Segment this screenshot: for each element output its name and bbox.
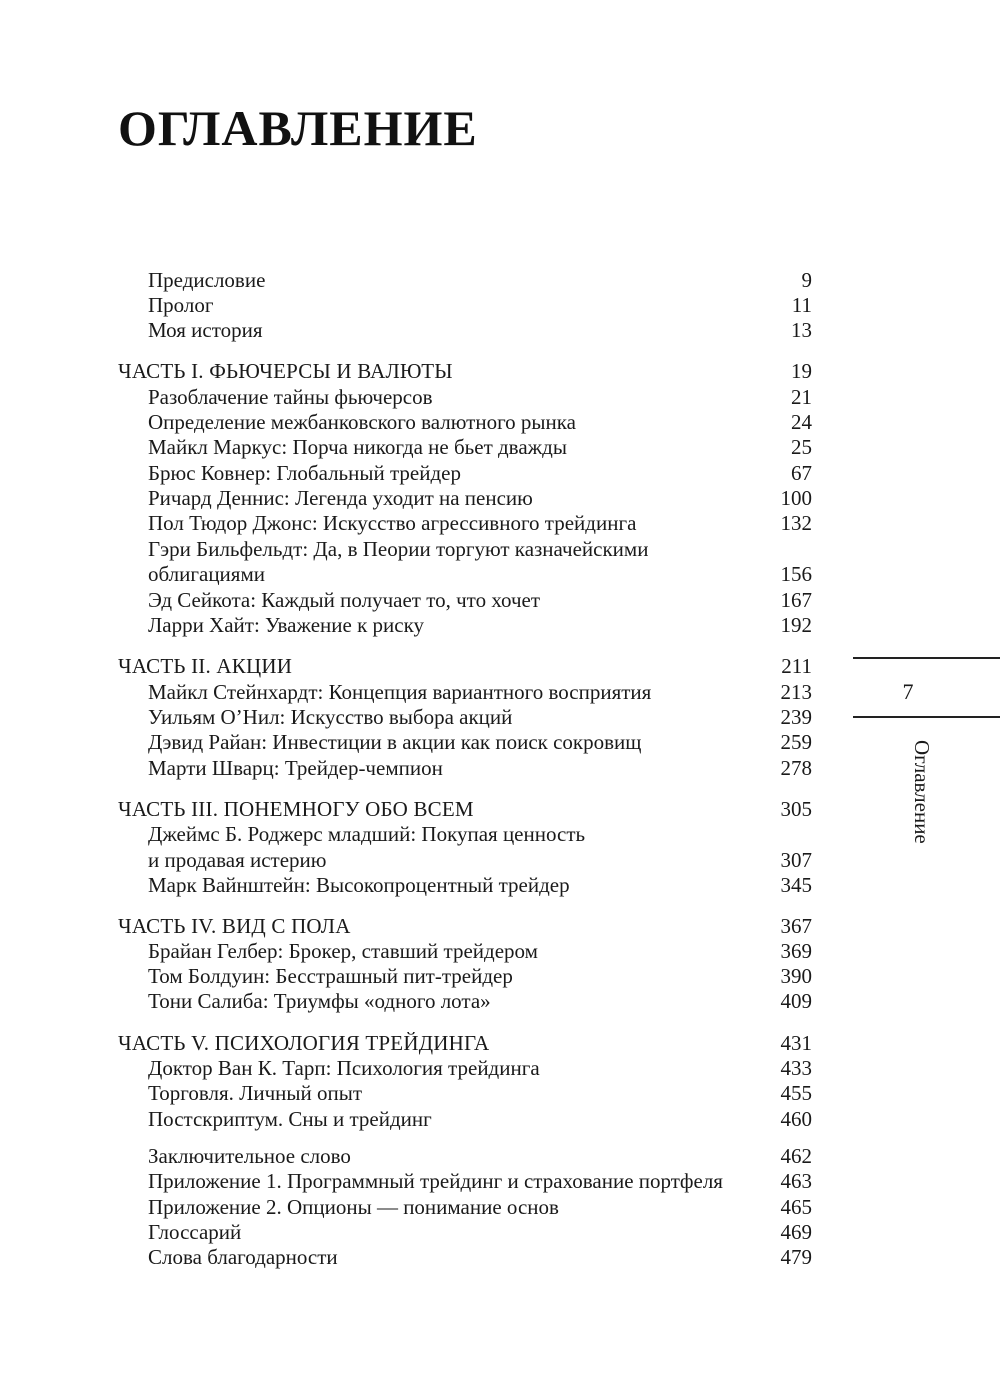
toc-part-page: 431 xyxy=(780,1031,812,1055)
toc-entry[interactable] xyxy=(118,1143,812,1169)
toc-entry-title: облигациями xyxy=(148,562,265,586)
folio-rule-top xyxy=(853,657,1000,659)
toc-entry-title: Майкл Маркус: Порча никогда не бьет дважды xyxy=(148,435,567,459)
toc-part-page: 19 xyxy=(791,359,812,383)
toc-entry-page: 213 xyxy=(780,680,812,704)
toc-entry-page: 156 xyxy=(780,562,812,586)
toc-entry-page: 167 xyxy=(780,588,812,612)
toc-entry-page: 100 xyxy=(780,486,812,510)
toc-entry[interactable] xyxy=(118,1055,812,1081)
toc-entry[interactable] xyxy=(118,612,812,638)
toc-entry-page: 390 xyxy=(780,964,812,988)
toc-entry[interactable] xyxy=(118,1106,812,1132)
toc-entry[interactable] xyxy=(118,384,812,410)
toc-entry-title: Ларри Хайт: Уважение к риску xyxy=(148,613,425,637)
toc-entry-title: Марк Вайнштейн: Высокопроцентный трейдер xyxy=(148,873,570,897)
toc-entry[interactable] xyxy=(118,587,812,613)
toc-entry-title: Разоблачение тайны фьючерсов xyxy=(148,385,433,409)
toc-entry-title: Торговля. Личный опыт xyxy=(148,1081,363,1105)
toc-part-title: ЧАСТЬ II. АКЦИИ xyxy=(118,654,293,678)
toc-entry-title: Эд Сейкота: Каждый получает то, что хочет xyxy=(148,588,541,612)
toc-entry[interactable] xyxy=(118,704,812,730)
toc-entry[interactable] xyxy=(118,317,812,343)
toc-entry-title: Брайан Гелбер: Брокер, ставший трейдером xyxy=(148,939,538,963)
toc-part-heading[interactable] xyxy=(118,358,812,384)
toc-entry-title: Гэри Бильфельдт: Да, в Пеории торгуют казначейскими xyxy=(148,537,649,561)
toc-entry-page: 345 xyxy=(780,873,812,897)
toc-entry-title: Слова благодарности xyxy=(148,1245,338,1269)
folio-rule-bottom xyxy=(853,716,1000,718)
toc-part-heading[interactable] xyxy=(118,913,812,939)
toc-part-title: ЧАСТЬ III. ПОНЕМНОГУ ОБО ВСЕМ xyxy=(118,797,474,821)
toc-entry-page: 192 xyxy=(780,613,812,637)
toc-entry-title: Том Болдуин: Бесстрашный пит-трейдер xyxy=(148,964,513,988)
toc-entry-title: Доктор Ван К. Тарп: Психология трейдинга xyxy=(148,1056,540,1080)
toc-entry[interactable] xyxy=(118,292,812,318)
toc-entry-title: Марти Шварц: Трейдер-чемпион xyxy=(148,756,443,780)
toc-entry[interactable] xyxy=(118,460,812,486)
page-title: ОГЛАВЛЕНИЕ xyxy=(118,100,478,156)
toc-entry-page: 239 xyxy=(780,705,812,729)
toc-entry-title: и продавая истерию xyxy=(148,848,327,872)
toc-entry[interactable] xyxy=(118,510,812,536)
toc-entry[interactable] xyxy=(118,267,812,293)
toc-entry[interactable] xyxy=(118,755,812,781)
toc-entry[interactable] xyxy=(118,1244,812,1270)
toc-entry-page: 132 xyxy=(780,511,812,535)
toc-entry[interactable] xyxy=(118,938,812,964)
toc-entry-title: Глоссарий xyxy=(148,1220,242,1244)
toc-entry-page: 24 xyxy=(791,410,812,434)
toc-entry-page: 25 xyxy=(791,435,812,459)
toc-entry-page: 433 xyxy=(780,1056,812,1080)
toc-entry[interactable] xyxy=(118,1080,812,1106)
toc-entry[interactable] xyxy=(118,434,812,460)
toc-entry-page: 307 xyxy=(780,848,812,872)
toc-entry-title: Приложение 1. Программный трейдинг и страхование портфеля xyxy=(148,1169,723,1193)
toc-entry-page: 21 xyxy=(791,385,812,409)
toc-entry-title: Майкл Стейнхардт: Концепция вариантного восприятия xyxy=(148,680,652,704)
toc-entry[interactable] xyxy=(118,536,812,562)
toc-entry-title: Приложение 2. Опционы — понимание основ xyxy=(148,1195,559,1219)
toc-entry-continued[interactable] xyxy=(118,561,812,587)
toc-entry[interactable] xyxy=(118,1168,812,1194)
toc-entry[interactable] xyxy=(118,679,812,705)
toc-entry-page: 67 xyxy=(791,461,812,485)
toc-entry-page: 9 xyxy=(801,268,812,292)
toc-entry-page: 259 xyxy=(780,730,812,754)
toc-entry[interactable] xyxy=(118,485,812,511)
toc-entry-page: 479 xyxy=(780,1245,812,1269)
toc-entry-page: 460 xyxy=(780,1107,812,1131)
toc-entry-title: Джеймс Б. Роджерс младший: Покупая ценность xyxy=(148,822,586,846)
toc-entry-title: Пролог xyxy=(148,293,214,317)
toc-entry[interactable] xyxy=(118,872,812,898)
toc-entry-page: 409 xyxy=(780,989,812,1013)
toc-entry-title: Определение межбанковского валютного рынка xyxy=(148,410,576,434)
toc-entry-page: 469 xyxy=(780,1220,812,1244)
toc-part-page: 211 xyxy=(781,654,812,678)
toc-entry[interactable] xyxy=(118,963,812,989)
toc-entry-title: Тони Салиба: Триумфы «одного лота» xyxy=(148,989,491,1013)
toc-entry-page: 465 xyxy=(780,1195,812,1219)
toc-entry-page: 11 xyxy=(791,293,812,317)
toc-entry-title: Дэвид Райан: Инвестиции в акции как поиск сокровищ xyxy=(148,730,642,754)
toc-entry-title: Моя история xyxy=(148,318,263,342)
toc-part-heading[interactable] xyxy=(118,796,812,822)
running-head: Оглавление xyxy=(910,740,934,844)
toc-entry-title: Постскриптум. Сны и трейдинг xyxy=(148,1107,432,1131)
toc-entry-title: Предисловие xyxy=(148,268,266,292)
toc-entry-title: Заключительное слово xyxy=(148,1144,351,1168)
toc-entry-title: Ричард Деннис: Легенда уходит на пенсию xyxy=(148,486,533,510)
toc-part-heading[interactable] xyxy=(118,1030,812,1056)
toc-part-heading[interactable] xyxy=(118,653,812,679)
toc-part-title: ЧАСТЬ IV. ВИД С ПОЛА xyxy=(118,914,351,938)
toc-entry-title: Пол Тюдор Джонс: Искусство агрессивного трейдинга xyxy=(148,511,637,535)
toc-entry[interactable] xyxy=(118,1194,812,1220)
toc-entry-title: Брюс Ковнер: Глобальный трейдер xyxy=(148,461,461,485)
toc-part-page: 305 xyxy=(780,797,812,821)
toc-entry-page: 369 xyxy=(780,939,812,963)
toc-part-title: ЧАСТЬ V. ПСИХОЛОГИЯ ТРЕЙДИНГА xyxy=(118,1031,490,1055)
toc-entry-page: 278 xyxy=(780,756,812,780)
toc-entry-page: 455 xyxy=(780,1081,812,1105)
toc-entry-page: 463 xyxy=(780,1169,812,1193)
toc-part-title: ЧАСТЬ I. ФЬЮЧЕРСЫ И ВАЛЮТЫ xyxy=(118,359,453,383)
toc-part-page: 367 xyxy=(780,914,812,938)
toc-entry-page: 462 xyxy=(780,1144,812,1168)
toc-entry[interactable] xyxy=(118,821,812,847)
toc-entry-title: Уильям О’Нил: Искусство выбора акций xyxy=(148,705,513,729)
toc-entry-continued[interactable] xyxy=(118,847,812,873)
toc-entry[interactable] xyxy=(118,988,812,1014)
toc-entry-page: 13 xyxy=(791,318,812,342)
toc-entry[interactable] xyxy=(118,409,812,435)
page-number: 7 xyxy=(902,679,914,704)
toc-entry[interactable] xyxy=(118,1219,812,1245)
toc-entry[interactable] xyxy=(118,729,812,755)
